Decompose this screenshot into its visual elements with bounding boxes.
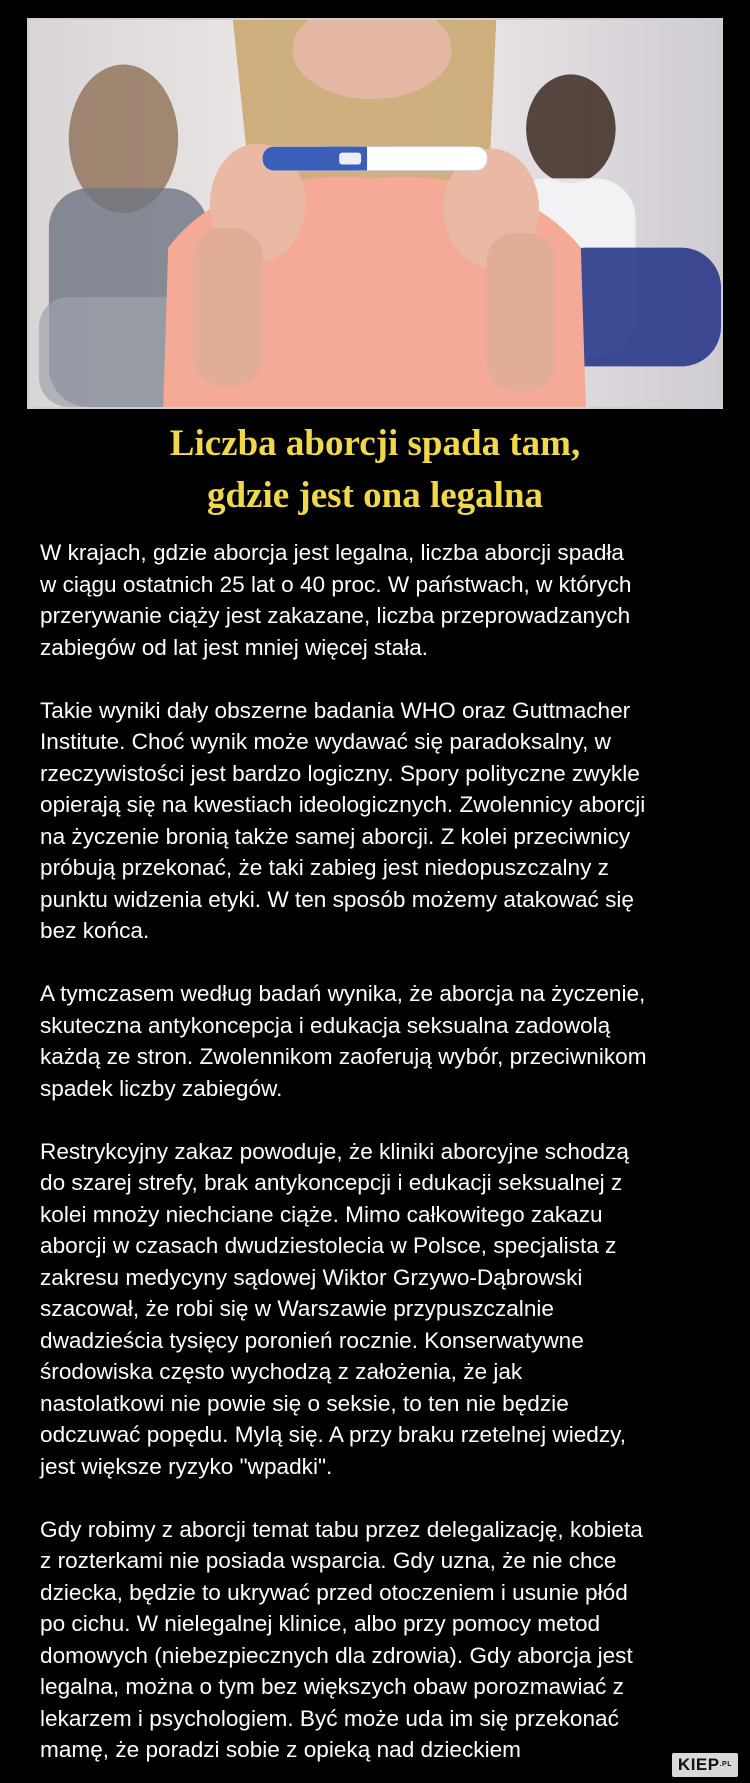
article-body: [40, 537, 725, 1766]
paragraph-5: Gdy robimy z aborcji temat tabu przez delegalizację, kobieta z rozterkami nie posiada wsparcia. Gdy uzna, że nie chce dziecka, będzie to ukrywać przed otoczeniem i usunie płód po cichu. W nielegalnej klinice, albo przy pomocy metod domowych (niebezpiecznych dla zdrowia). Gdy aborcja jest legalna, można o tym bez większych obaw porozmawiać z lekarzem i psychologiem. Być może uda im się przekonać mamę, że poradzi sobie z opieką nad dzieckiem: [40, 1516, 643, 1762]
paragraph-4: Restrykcyjny zakaz powoduje, że kliniki aborcyjne schodzą do szarej strefy, brak antykoncepcji i edukacji seksualnej z kolei mnoży niechciane ciąże. Mimo całkowitego zakazu aborcji w czasach dwudziestolecia w Polsce, specjalista z zakresu medycyny sądowej Wiktor Grzywo-Dąbrowski szacował, że robi się w Warszawie przypuszczalnie dwadzieścia tysięcy poronień rocznie. Konserwatywne środowiska często wychodzą z założenia, że jak nastolatkowi nie powie się o seksie, to ten nie będzie odczuwać popędu. Mylą się. A przy braku rzetelnej wiedzy, jest większe ryzyko "wpadki".: [40, 1138, 629, 1479]
pregnancy-test-photo: [29, 20, 721, 407]
kiep-watermark-logo: [672, 1753, 738, 1777]
title-line-1: Liczba aborcji spada tam,: [169, 423, 581, 464]
watermark-main: KIEP: [677, 1755, 720, 1774]
watermark-suffix: .PL: [719, 1761, 732, 1768]
header-photo: [27, 18, 723, 409]
article-title: [0, 418, 750, 522]
paragraph-1: W krajach, gdzie aborcja jest legalna, liczba aborcji spadła w ciągu ostatnich 25 lat o 40 proc. W państwach, w których przerywanie ciąży jest zakazane, liczba przeprowadzanych zabiegów od lat jest mniej więcej stała.: [40, 540, 632, 660]
paragraph-2: Takie wyniki dały obszerne badania WHO oraz Guttmacher Institute. Choć wynik może wydawać się paradoksalny, w rzeczywistości jest bardzo logiczny. Spory polityczne zwykle opierają się na kwestiach ideologicznych. Zwolennicy aborcji na życzenie bronią także samej aborcji. Z kolei przeciwnicy próbują przekonać, że taki zabieg jest niedopuszczalny z punktu widzenia etyki. W ten sposób możemy atakować się bez końca.: [40, 697, 646, 943]
paragraph-3: A tymczasem według badań wynika, że aborcja na życzenie, skuteczna antykoncepcja i edukacja seksualna zadowolą każdą ze stron. Zwolennikom zaoferują wybór, przeciwnikom spadek liczby zabiegów.: [40, 981, 647, 1101]
title-line-2: gdzie jest ona legalna: [206, 475, 544, 516]
